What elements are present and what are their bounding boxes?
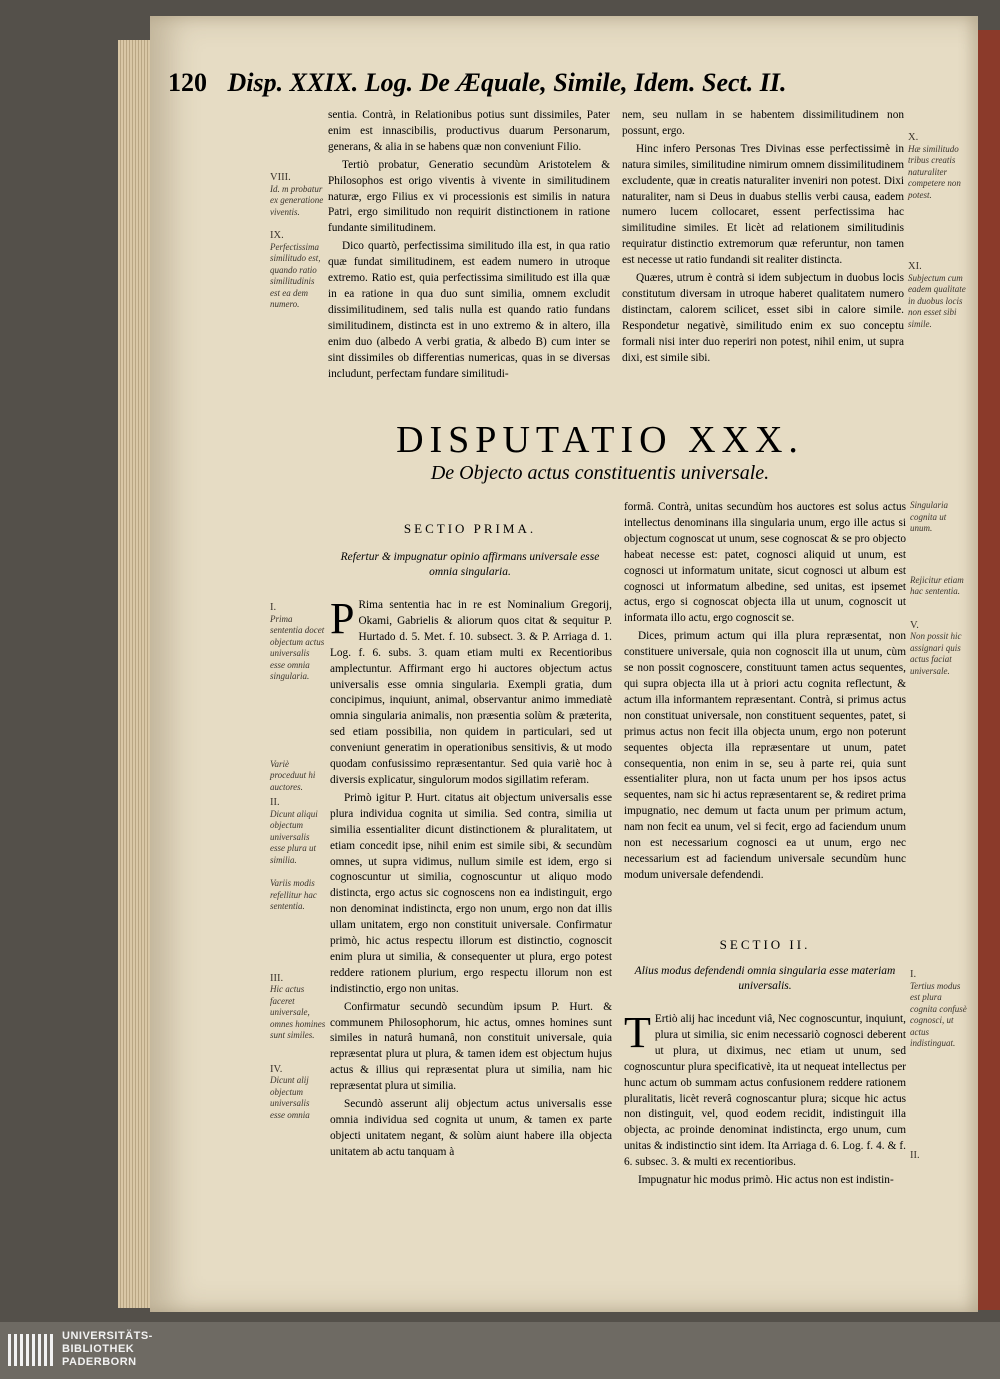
- book-cover-edge: [976, 30, 1000, 1310]
- running-head-title: Disp. XXIX. Log. De Æquale, Simile, Idem. Sect. II.: [227, 68, 787, 97]
- margin-note: [270, 172, 326, 218]
- margin-note: [908, 261, 968, 330]
- upper-left-column: [328, 108, 610, 384]
- paragraph: Dico quartò, perfectissima similitudo illa est, in qua ratio quæ fundat similitudinem, est eadem numero in utroque extremo. Ratio est, quia perfectissima similitudo est illa quæ in ea ratione in qua duo sunt similia, omnem excludit dissimilitudinem, sed talis nulla est quando ratio fundans similitudinem, distincta est in uno extremo & in altero, illa enim duo (albedo A verbi gratia, & albedo B) cum inter se sint dissimiles ob differentias numericas, quas in se diversas includunt, perfectam fundare similitudi-: [328, 240, 610, 380]
- margin-note: [908, 132, 968, 201]
- margin-note-number: II.: [270, 797, 280, 808]
- margin-note-text: Perfectissima similitudo est, quando ratio similitudinis est ea dem numero.: [270, 241, 321, 309]
- margin-note-number: III.: [270, 972, 284, 984]
- paragraph: formâ. Contrà, unitas secundùm hos auctores est solus actus intellectus denominans illa singularia unum, ergo ille actus si objectum cognoscat ut unum, sese cognoscat & se pro objecto habeat necesse est: patet, cognosci aliquid ut unum, est cognosci ut informatum unitate, sicut cognosci ut album est cognosci ut informatum albedine, sed unitas, est ipsemet actus, ergo si cognoscat objecta illa ut unum, cognoscit ut informata illo actu, ergo cognoscit se.: [624, 501, 906, 625]
- margin-note-text: Hæ similitudo tribus creatis naturaliter competere non potest.: [908, 143, 961, 200]
- margin-note: [270, 230, 326, 311]
- upper-left-margin-notes: [270, 172, 326, 311]
- margin-note: [910, 1150, 970, 1162]
- margin-note-number: IX.: [270, 230, 284, 241]
- library-name: [62, 1330, 153, 1369]
- margin-note: [910, 500, 970, 535]
- paragraph: Dices, primum actum qui illa plura repræsentat, non constituere universale, quia non cognoscit illa ut unum, cùm se non possit cognoscere, constituunt tamen actus sequentes, qui supra objecta illa ut à priori actu cognita reflectunt, & actum illa informantem repræsentant. Contrà, si primus actus non constituat universale, non constituent sequentes, patet, si primus actus non fecit illa objecta unum, ergo non poterunt sequentes objecta illa repræsentare ut unum, patet consequentia, non enim in se, seu à parte rei, quia sunt essentialiter plura, non ut facta unum per hos ipsos actus sequentes, nam sic hi actus repræsentarent se, & rediret prima impugnatio, nec demum ut facta unum per primum actum, nam non fecit ea unum, vel si fecit, ergo ad faciendum unum non est necessarium cognosci ea ut unum, ergo nec necessarium est ad faciendum universale secundùm hunc modum universale defendendi.: [624, 630, 906, 881]
- library-name-line: BIBLIOTHEK: [62, 1343, 135, 1355]
- margin-note-number: V.: [910, 619, 919, 631]
- margin-note: [270, 602, 326, 683]
- margin-note: [270, 878, 326, 913]
- margin-note-text: Hic actus faceret universale, omnes homines sunt similes.: [270, 984, 326, 1040]
- margin-note-number: VIII.: [270, 172, 291, 183]
- margin-note-text: Rejicitur etiam hac sententia.: [910, 574, 964, 596]
- paragraph: Hinc infero Personas Tres Divinas esse perfectissimè in natura similes, similitudine nimirum omnem dissimilitudinem excludente, quæ in creatis naturaliter inveniri non potest. Dixi naturaliter, nam si Deus in duabus stellis verbi causa, eadem numero lucem collocaret, essent perfectissima hac similitudine similes. Et licèt ad relationem similitudinis requiratur distinctio extremorum quæ referuntur, non tamen est necesse ut ratio fundandi sit realiter distincta.: [622, 142, 904, 267]
- margin-note-number: XI.: [908, 261, 922, 272]
- margin-note: [910, 969, 970, 1050]
- drop-cap: T: [624, 1008, 651, 1057]
- margin-note-text: Prima sententia docet objectum actus universalis esse omnia singularia.: [270, 613, 325, 681]
- margin-note: [270, 1064, 326, 1122]
- upper-right-column: [622, 108, 904, 369]
- paragraph: [330, 594, 612, 789]
- paragraph: Primò igitur P. Hurt. citatus ait objectum universalis esse plura individua cognita ut similia. Sed contra, similia ut similia essentialiter dicunt distinctionem & pluralitatem, ut etiam concedit ipse, nihil enim est simile sibi, & secundùm omnes, ut supra vidimus, nullum simile est idem, ergo si cognoscuntur ut similia, cognoscuntur ut aliquo modo distincta, ergo actus sic cognoscens non ea indistinguit, ergo non denominat indistincta, ergo non unum, ergo non dat illis ullam unitatem, ergo non constituit universale. Confirmatur primò, hic actus respectu illorum est distinctio, cognoscit enim plura ut similia, & consequenter ut plura, ergo potest reddere rationem plurium, ergo respectu illorum non est indistinctio, ergo non unitas.: [330, 791, 612, 995]
- library-name-line: PADERBORN: [62, 1356, 137, 1368]
- sectio-secunda-subheading: Alius modus defendendi omnia singularia esse materiam universalis.: [634, 965, 896, 992]
- margin-note-text: Variis modis refellitur hac sententia.: [270, 878, 317, 911]
- sectio-prima-heading: SECTIO PRIMA.: [403, 521, 537, 536]
- margin-note-text: Subjectum cum eadem qualitate in duobus locis non esset sibi simile.: [908, 272, 966, 329]
- sectio-secunda-column: [624, 1008, 906, 1191]
- lower-right-column: [624, 500, 906, 886]
- margin-note-text: Id. m probatur ex generatione viventis.: [270, 183, 324, 217]
- paragraph: Quæres, utrum è contrà si idem subjectum in duobus locis constitutum diversam in utroque haberet qualitatem numero distinctam, calorem scilicet, esset sibi in calore simile. Respondetur negativè, similitudo enim ex suo conceptu formali nisi inter duo reperiri non potest, nihil enim, ut supra dixi, est simile sibi.: [622, 272, 904, 364]
- margin-note-text: Non possit hic assignari quis actus faciat universale.: [910, 631, 962, 676]
- page-number: 120: [168, 68, 207, 97]
- margin-note-text: Dicunt alij objectum universalis esse omnia: [270, 1075, 310, 1120]
- library-footer: [0, 1322, 1000, 1379]
- lower-right-margin-notes: [910, 500, 970, 1161]
- sectio-secunda-heading: SECTIO II.: [719, 937, 811, 952]
- disputatio-title: DISPUTATIO XXX.: [396, 419, 804, 461]
- sectio-prima-column: [330, 594, 612, 1163]
- paragraph: Confirmatur secundò secundùm ipsum P. Hurt. & communem Philosophorum, hic actus, omnes homines sunt similes in naturâ humanâ, non constituit universale, quia repræsentat plura ut plura, & tamen idem est objectum hujus actus & illius qui repræsentat plura ut similia, nam hic repræsentat plura ut similia.: [330, 1000, 612, 1093]
- lower-left-margin-notes: [270, 602, 326, 1121]
- paragraph: nem, seu nullam in se habentem dissimilitudinem non possunt, ergo.: [622, 109, 904, 137]
- margin-note-number: II.: [910, 1149, 920, 1161]
- margin-note: [910, 620, 970, 678]
- margin-note: [910, 575, 970, 598]
- library-name-line: UNIVERSITÄTS-: [62, 1330, 153, 1342]
- margin-note-text: Variè proceduut hi auctores.: [270, 758, 316, 792]
- paragraph: [624, 1008, 906, 1171]
- drop-cap: P: [330, 594, 355, 643]
- paragraph-text: Rima sententia hac in re est Nominalium Gregorij, Okami, Gabrielis & aliorum quos citat & sequitur P. Hurtado d. 5. Met. f. 10. subsect. 3. & P. Arriaga d. 1. Log. f. 6. subs. 3. quam etiam multi ex Recentioribus amplectuntur. Affirmant ergo hi auctores objectum actus universalis esse omnia singularia. Exempli gratia, dum concipimus, inquiunt, animal, observantur animo immediatè omnia singularia animalis, non præsentia solùm & præterita, sed etiam possibilia, non quidem in particulari, sed ut conveniunt generatim in operationibus sensitivis, & ut modo quodam confusissimo repræsentantur. Sed quia variè hoc à diversis explicatur, singulorum modos sigillatim referam.: [330, 599, 612, 786]
- margin-note-text: Singularia cognita ut unum.: [910, 500, 949, 533]
- margin-note-text: Tertius modus est plura cognita confusè cognosci, ut actus indistinguat.: [910, 980, 967, 1048]
- margin-note-number: IV.: [270, 1063, 283, 1075]
- disputatio-subtitle: De Objecto actus constituentis universale.: [430, 462, 770, 484]
- sectio-prima-subheading: Refertur & impugnatur opinio affirmans universale esse omnia singularia.: [340, 551, 600, 578]
- paragraph: sentia. Contrà, in Relationibus potius sunt dissimiles, Pater enim est innascibilis, productivus duarum Personarum, generans, & alia in se habens quæ non conveniunt Filio.: [328, 109, 610, 153]
- margin-note: [270, 759, 326, 794]
- paragraph: Secundò asserunt alij objectum actus universalis esse omnia individua sed cognita ut unum, & tamen ex parte objecti unitatem negant, & solùm aiunt habere illa objecta unitatem ab actu tanquam à: [330, 1098, 612, 1158]
- margin-note-text: Dicunt aliqui objectum universalis esse plura ut similia.: [270, 808, 318, 865]
- paragraph: Impugnatur hic modus primò. Hic actus non est indistin-: [638, 1174, 894, 1187]
- margin-note-number: X.: [908, 132, 919, 143]
- paragraph-text: Ertiò alij hac incedunt viâ, Nec cognoscuntur, inquiunt, plura ut similia, sic enim necessariò cognosci deberent ut plura, ut diximus, nec etiam ut unum, sed cognoscuntur plura specificativè, ita ut nequeat intellectus per hunc actum ob summam actus confusionem reddere rationem pluralitatis, licèt reverâ cognoscantur plura; sicque hic actus non distinguit, vel, quod eodem recidit, indistinguit illa objecta, ac proinde denominat indistincta, ergo unum, cum unitas & indistinctio sint idem. Ita Arriaga d. 6. Log. f. 4. & f. 6. subsec. 3. & multi ex recentioribus.: [624, 1013, 906, 1169]
- running-header: [168, 68, 858, 98]
- margin-note-number: I.: [910, 969, 917, 980]
- upper-right-margin-notes: [908, 132, 968, 330]
- paragraph: Tertiò probatur, Generatio secundùm Aristotelem & Philosophos est origo viventis à vivente in similitudinem naturæ, ergo Filius ex vi processionis est similis in natura Patri, ergo similitudo non requirit distinctionem in ratione fundante similitudinem.: [328, 158, 610, 235]
- library-logo-icon: [6, 1330, 54, 1370]
- margin-note-number: I.: [270, 602, 277, 613]
- margin-note: [270, 797, 326, 866]
- margin-note: [270, 973, 326, 1042]
